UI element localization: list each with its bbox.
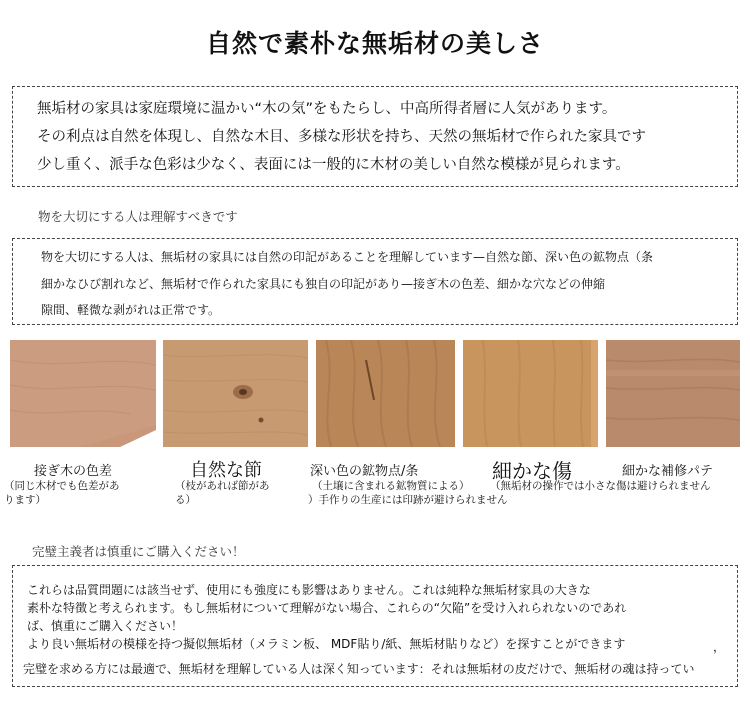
perfection-heading: 完璧主義者は慎重にご購入ください！: [32, 544, 245, 559]
wood-sample-knot: [163, 340, 308, 447]
intro-line: 無垢材の家具は家庭環境に温かい“木の気”をもたらし、中高所得者層に人気があります。: [37, 101, 617, 117]
intro-box: [12, 86, 738, 187]
sample-note: ）手作りの生産には印跡が避けられません: [308, 494, 508, 506]
wood-sample-graft: [10, 340, 156, 447]
wood-sample-mineral: [316, 340, 455, 447]
wood-sample-scratch: [463, 340, 598, 447]
perfection-line: 素朴な特徴と考えられます。もし無垢材について理解がない場合、これらの“欠陥”を受け入れられないのであれ: [27, 601, 627, 615]
sample-note: （枝があれば節があ: [175, 480, 270, 492]
sample-label: 細かな補修パテ: [622, 464, 714, 479]
intro-line: その利点は自然を体現し、自然な木目、多様な形状を持ち、天然の無垢材で作られた家具です: [37, 129, 646, 145]
perfection-line: ば、慎重にご購入ください！: [27, 619, 184, 633]
sample-note: （同じ木材でも色差があ: [4, 480, 120, 492]
understand-line: 物を大切にする人は、無垢材の家具には自然の印記があることを理解しています—自然な節、深い色の鉱物点（条: [41, 250, 654, 264]
understand-line: 細かなひび割れなど、無垢材で作られた家具にも独自の印記があり—接ぎ木の色差、細かな穴などの伸縮: [41, 277, 606, 291]
sample-label: 深い色の鉱物点/条: [310, 464, 419, 479]
understand-heading: 物を大切にする人は理解すべきです: [38, 209, 238, 224]
page-title: 自然で素朴な無垢材の美しさ: [205, 29, 544, 58]
understand-line: 隙間、軽微な剥がれは正常です。: [41, 303, 221, 317]
sample-note: ります）: [4, 494, 46, 506]
sample-label: 細かな傷: [492, 459, 572, 483]
sample-label: 自然な節: [190, 460, 262, 481]
sample-label: 接ぎ木の色差: [34, 464, 113, 479]
wood-sample-putty: [606, 340, 740, 447]
sample-note: る）: [175, 494, 196, 506]
perfection-line: より良い無垢材の模様を持つ擬似無垢材（メラミン板、 MDF貼り/紙、無垢材貼りなど）を探すことができます: [27, 637, 626, 651]
intro-line: 少し重く、派手な色彩は少なく、表面には一般的に木材の美しい自然な模様が見られます。: [37, 157, 630, 173]
perfection-comma: ，: [713, 640, 726, 654]
understand-box: [12, 238, 738, 325]
perfection-line: 完璧を求める方には最適で、無垢材を理解している人は深く知っています：それは無垢材の皮だけで、無垢材の魂は持ってい: [23, 662, 695, 676]
sample-note: （土壌に含まれる鉱物質による）: [312, 480, 470, 492]
perfection-line: これらは品質問題には該当せず、使用にも強度にも影響はありません。これは純粋な無垢材家具の大きな: [27, 583, 591, 597]
sample-note: （無垢材の操作では小さな傷は避けられません: [490, 480, 711, 492]
perfection-box: [12, 565, 738, 687]
